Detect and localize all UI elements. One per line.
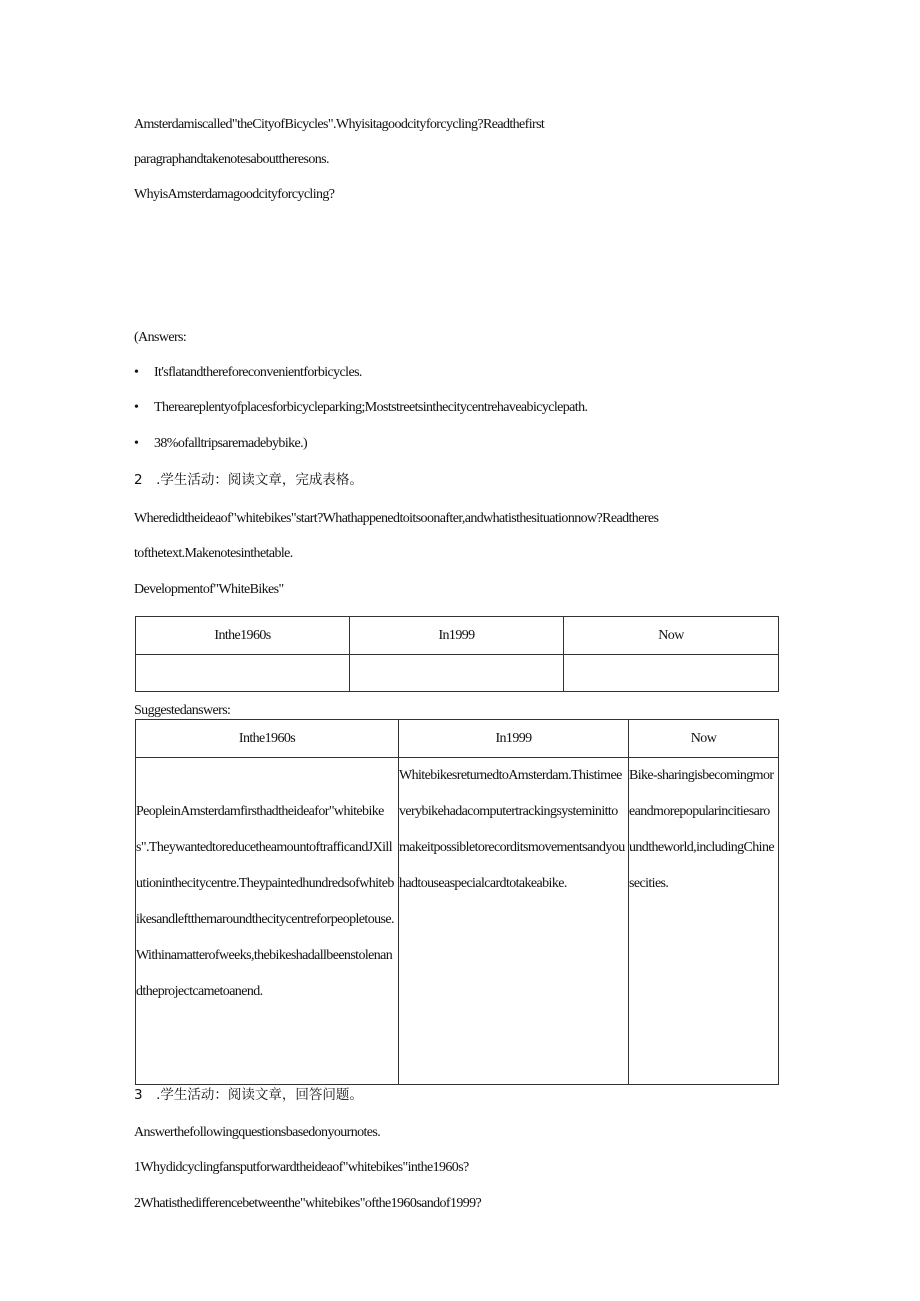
suggested-text-1960s: PeopleinAmsterdamfirsthadtheideafor"whitebikes".TheywantedtoreducetheamountoftrafficandJXillutioninthecitycentre.Theypaintedhundredsofwhitebikesandleftthemaroundthecitycentreforpeopletouse.Withinamatterofweeks,thebikeshadallbeenstolenandtheprojectcametoanend. xyxy=(136,804,394,999)
suggested-header-1999: In1999 xyxy=(399,720,629,758)
question-2: 2Whatisthedifferencebetweenthe"whitebikes"ofthe1960sandof1999? xyxy=(134,1196,482,1211)
activity3-instruction: Answerthefollowingquestionsbasedonyournotes. xyxy=(134,1125,381,1140)
activity2-instruction-1: Wheredidtheideaof"whitebikes"start?Whathappenedtoitsoonafter,andwhatisthesituationnow?Readtheres xyxy=(134,511,659,526)
intro-question: WhyisAmsterdamagoodcityforcycling? xyxy=(134,187,335,202)
activity2-instruction-2: tofthetext.Makenotesinthetable. xyxy=(134,546,293,561)
notes-cell-1960s[interactable] xyxy=(136,655,350,692)
notes-header-now: Now xyxy=(564,617,779,655)
suggested-cell-now xyxy=(629,758,779,1085)
suggested-answers-label: Suggestedanswers: xyxy=(134,703,231,718)
answer-text: Thereareplentyofplacesforbicycleparking;Moststreetsinthecitycentrehaveabicyclepath. xyxy=(154,400,588,415)
suggested-text-1999: WhitebikesreturnedtoAmsterdam.Thistimeeverybikehadacomputertrackingsysteminittomakeitpossibletorecorditsmovementsandyouhadtouseaspecialcardtotakeabike. xyxy=(399,768,625,891)
activity2-heading: 2 .学生活动：阅读文章，完成表格。 xyxy=(134,472,363,488)
question-1: 1Whydidcyclingfansputforwardtheideaof"whitebikes"inthe1960s? xyxy=(134,1160,469,1175)
notes-header-1960s: Inthe1960s xyxy=(136,617,350,655)
answer-item xyxy=(134,399,587,417)
suggested-cell-1960s xyxy=(136,758,399,1085)
notes-table xyxy=(135,616,779,692)
answer-text: 38%ofalltripsaremadebybike.) xyxy=(154,436,308,451)
suggested-answers-table xyxy=(135,719,779,1085)
answers-open: (Answers: xyxy=(134,330,187,345)
answer-item xyxy=(134,364,362,382)
bullet-glyph: • xyxy=(134,436,139,451)
notes-header-1999: In1999 xyxy=(350,617,564,655)
notes-cell-now[interactable] xyxy=(564,655,779,692)
intro-line-2: paragraphandtakenotesabouttheresons. xyxy=(134,152,329,167)
bullet-glyph: • xyxy=(134,365,139,380)
table-title: Developmentof"WhiteBikes" xyxy=(134,582,284,597)
answer-item xyxy=(134,435,307,453)
suggested-header-1960s: Inthe1960s xyxy=(136,720,399,758)
notes-cell-1999[interactable] xyxy=(350,655,564,692)
suggested-text-now: Bike-sharingisbecomingmoreandmorepopularincitiesaroundtheworld,includingChinesecities. xyxy=(629,768,774,891)
answer-text: It'sflatandthereforeconvenientforbicycles. xyxy=(154,365,362,380)
suggested-header-now: Now xyxy=(629,720,779,758)
intro-line-1: Amsterdamiscalled"theCityofBicycles".Whyisitagoodcityforcycling?Readthefirst xyxy=(134,117,545,132)
suggested-cell-1999 xyxy=(399,758,629,1085)
bullet-glyph: • xyxy=(134,400,139,415)
activity3-heading: 3 .学生活动：阅读文章，回答问题。 xyxy=(134,1087,363,1103)
